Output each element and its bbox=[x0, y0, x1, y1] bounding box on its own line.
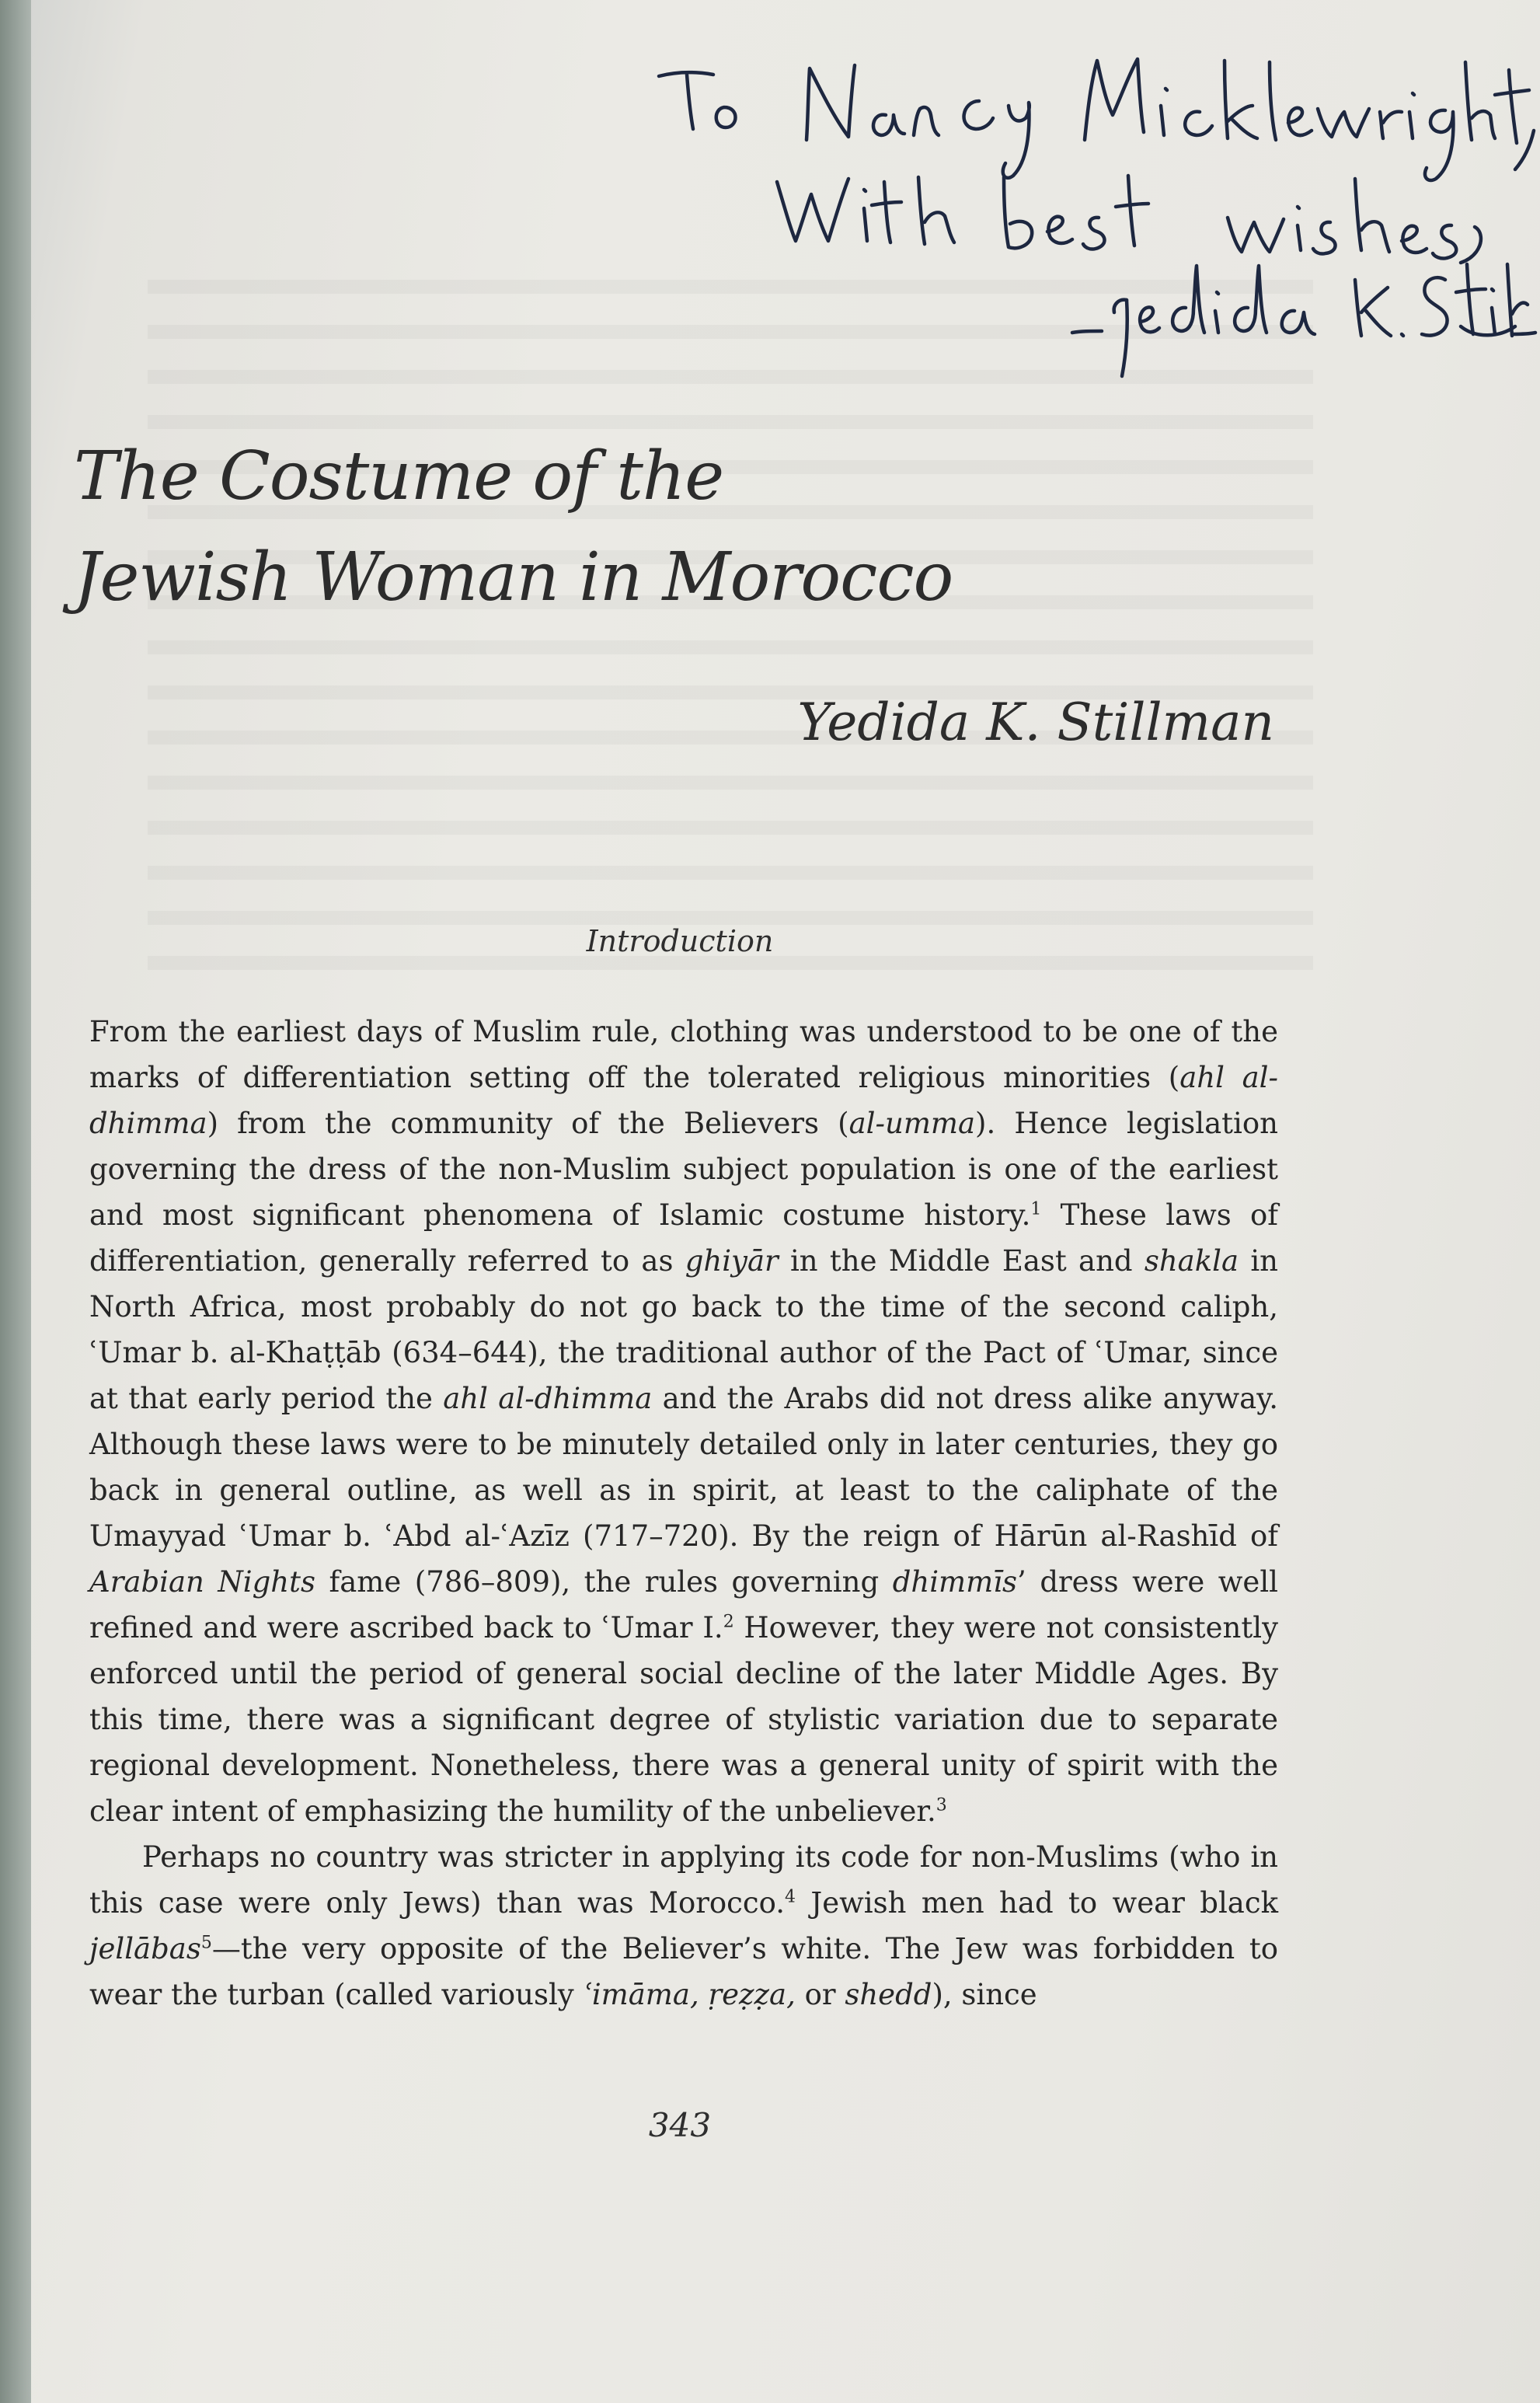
paragraph-2 bbox=[89, 1834, 1278, 2018]
text-run-italic: shedd bbox=[845, 1978, 932, 2011]
text-run: in the Middle East and bbox=[778, 1244, 1145, 1278]
text-run: ) from the community of the Believers ( bbox=[207, 1107, 849, 1140]
text-run-italic: Arabian Nights bbox=[89, 1565, 315, 1599]
footnote-ref-2: 2 bbox=[723, 1612, 734, 1632]
text-run: and the Arabs did not dress alike anyway. Although these laws were to be minutely detailed only in later centuries, they go back in general outline, as well as in spirit, at least to the caliphate of the Umayyad ʿUmar b. ʿAbd al-ʿAzīz (717–720). By the reign of Hārūn al-Rashīd of bbox=[89, 1382, 1278, 1553]
text-run: However, they were not consistently enforced until the period of general social decline of the later Middle Ages. By this time, there was a significant degree of stylistic variation due to separate regional development. Nonetheless, there was a general unity of spirit with the clear intent of emphasizing the humility of the unbeliever. bbox=[89, 1611, 1278, 1828]
footnote-ref-3: 3 bbox=[935, 1795, 947, 1815]
text-run-italic: ahl al-dhimma bbox=[443, 1382, 653, 1415]
chapter-author: Yedida K. Stillman bbox=[797, 692, 1274, 752]
section-heading: Introduction bbox=[586, 924, 774, 958]
footnote-ref-4: 4 bbox=[785, 1887, 796, 1907]
text-run-italic: ghiyār bbox=[685, 1244, 779, 1278]
text-run: ), since bbox=[932, 1978, 1037, 2011]
paragraph-1 bbox=[89, 1009, 1278, 1834]
text-run-italic: dhimmīs bbox=[892, 1565, 1018, 1599]
footnote-ref-5: 5 bbox=[200, 1933, 212, 1953]
text-run: From the earliest days of Muslim rule, clothing was understood to be one of the marks of differentiation setting off the tolerated religious minorities ( bbox=[89, 1015, 1278, 1094]
footnote-ref-1: 1 bbox=[1030, 1199, 1042, 1219]
chapter-title-line-2: Jewish Woman in Morocco bbox=[74, 539, 953, 616]
handwritten-inscription bbox=[622, 31, 1538, 389]
text-run: in North Africa, most probably do not go back to the time of the second caliph, ʿUmar b. al-Khaṭṭāb (634–644), the traditional author of the Pact of ʿUmar, since at that early period the bbox=[89, 1244, 1278, 1415]
chapter-title-line-1: The Costume of the bbox=[74, 438, 724, 515]
body-text bbox=[89, 1009, 1278, 2018]
text-run: These laws of differentiation, generally referred to as bbox=[89, 1198, 1279, 1278]
text-run: or bbox=[795, 1978, 845, 2011]
text-run-italic: ʿimāma, ṛeẓẓa, bbox=[583, 1978, 796, 2011]
text-run-italic: shakla bbox=[1144, 1244, 1239, 1278]
page-number: 343 bbox=[648, 2106, 712, 2144]
text-run: Jewish men had to wear black bbox=[796, 1886, 1278, 1920]
text-run-italic: jellābas bbox=[89, 1932, 201, 1965]
text-run: —the very opposite of the Believer’s white. The Jew was forbidden to wear the turban (called variously bbox=[89, 1932, 1278, 2011]
text-run: ). Hence legislation governing the dress of the non-Muslim subject population is one of the earliest and most significant phenomena of Islamic costume history. bbox=[89, 1107, 1278, 1232]
inscription-ink bbox=[622, 31, 1538, 389]
text-run-italic: al-umma bbox=[848, 1107, 976, 1140]
text-run: fame (786–809), the rules governing bbox=[315, 1565, 893, 1599]
text-run-italic: ahl al-dhimma bbox=[89, 1061, 1278, 1140]
text-run: Perhaps no country was stricter in applying its code for non-Muslims (who in this case were only Jews) than was Morocco. bbox=[89, 1840, 1278, 1920]
chapter-title bbox=[74, 426, 1162, 628]
text-run: ’ dress were well refined and were ascribed back to ʿUmar I. bbox=[89, 1565, 1278, 1644]
book-page bbox=[31, 0, 1540, 2403]
